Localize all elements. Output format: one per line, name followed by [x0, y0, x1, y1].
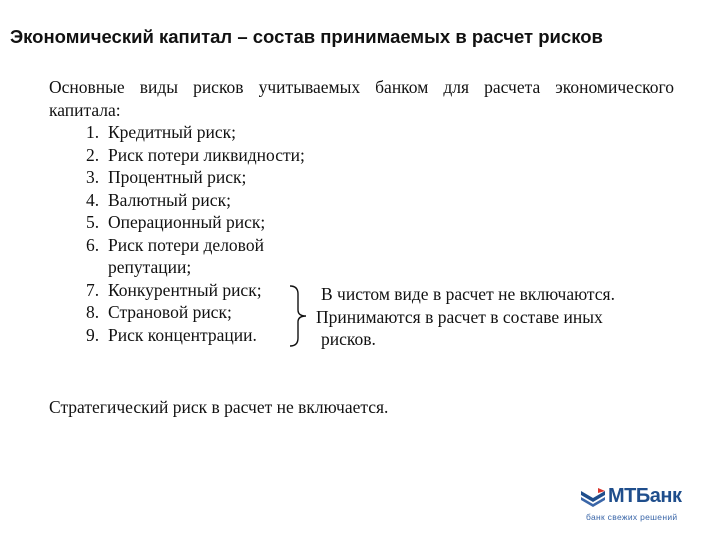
list-item-number: 9. [86, 324, 100, 345]
list-item-label: Валютный риск; [108, 189, 231, 210]
bracket-note-line: Принимаются в расчет в составе иных [316, 307, 603, 327]
list-item-label: Страновой риск; [108, 302, 232, 322]
bracket-note-line: рисков. [321, 329, 376, 349]
list-item-label: Риск потери деловой [108, 234, 264, 255]
list-item-number: 2. [86, 144, 100, 165]
strategic-risk-note: Стратегический риск в расчет не включается. [49, 397, 389, 417]
list-item-number: 8. [86, 302, 100, 322]
logo-slogan: банк свежих решений [586, 512, 678, 522]
list-item-label: Конкурентный риск; [108, 279, 262, 300]
list-item-number: 6. [86, 234, 100, 255]
list-item-label: Риск потери ликвидности; [108, 144, 305, 165]
list-item [49, 189, 689, 212]
mtbank-logo [580, 485, 690, 529]
slide-title: Экономический капитал – состав принимаемых в расчет рисков [10, 26, 603, 47]
list-item-number: 1. [86, 122, 100, 142]
list-item-label: Риск концентрации. [108, 324, 257, 345]
intro-paragraph: Основные виды рисков учитываемых банком для расчета экономического капитала: [49, 77, 674, 120]
bank-emblem-icon [580, 487, 606, 509]
curly-bracket-icon [288, 284, 312, 348]
list-item-label: Кредитный риск; [108, 122, 236, 142]
list-item-number: 4. [86, 189, 100, 210]
bracket-note-line: В чистом виде в расчет не включаются. [321, 284, 615, 304]
list-item [49, 211, 689, 234]
list-item-number: 3. [86, 167, 100, 187]
list-item-label-continuation: репутации; [108, 257, 192, 277]
list-item-number: 7. [86, 279, 100, 300]
list-item [49, 121, 689, 144]
list-item-label: Процентный риск; [108, 167, 247, 187]
list-item-number: 5. [86, 212, 100, 232]
list-item-label: Операционный риск; [108, 212, 266, 232]
list-item [49, 144, 689, 167]
list-item [49, 234, 689, 279]
logo-name: МТБанк [608, 485, 682, 507]
list-item [49, 166, 689, 189]
